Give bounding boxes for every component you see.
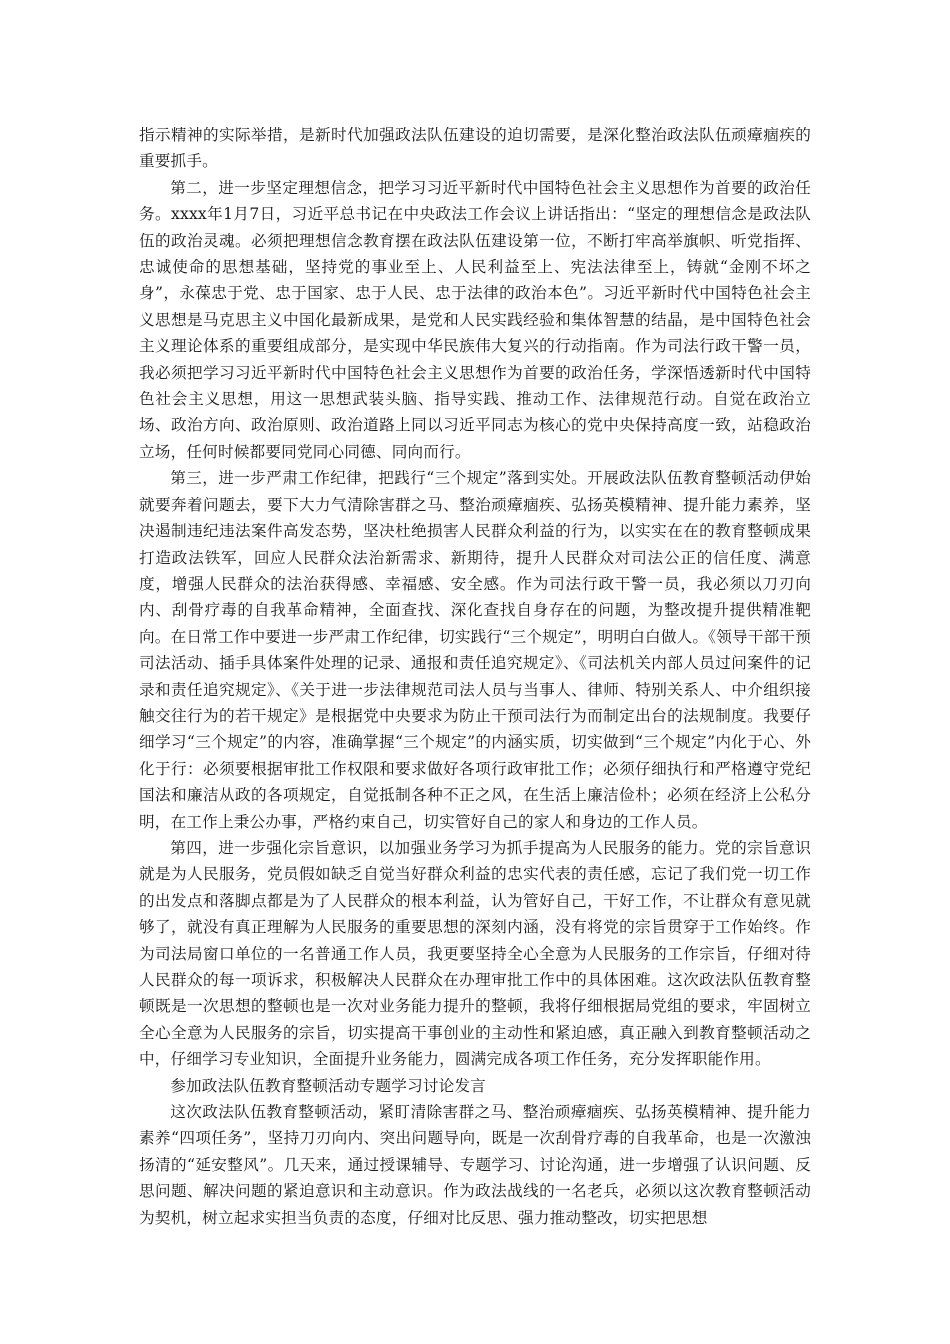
- paragraph-3: 第三，进一步严肃工作纪律，把践行“三个规定”落到实处。开展政法队伍教育整顿活动伊始就要奔着问题去，要下大力气清除害群之马、整治顽瘴痼疾、弘扬英模精神、提升能力素养，坚决遏制违纪违法案件高发态势，坚决杜绝损害人民群众利益的行为，以实实在在的教育整顿成果打造政法铁军，回应人民群众法治新需求、新期待，提升人民群众对司法公正的信任度、满意度，增强人民群众的法治获得感、幸福感、安全感。作为司法行政干警一员，我必须以刀刃向内、刮骨疗毒的自我革命精神，全面查找、深化查找自身存在的问题，为整改提升提供精准靶向。在日常工作中要进一步严肃工作纪律，切实践行“三个规定”，明明白白做人。《领导干部干预司法活动、插手具体案件处理的记录、通报和责任追究规定》、《司法机关内部人员过问案件的记录和责任追究规定》、《关于进一步法律规范司法人员与当事人、律师、特别关系人、中介组织接触交往行为的若干规定》是根据党中央要求为防止干预司法行为而制定出台的法规制度。我要仔细学习“三个规定”的内容，准确掌握“三个规定”的内涵实质，切实做到“三个规定”内化于心、外化于行：必须要根据审批工作权限和要求做好各项行政审批工作；必须仔细执行和严格遵守党纪国法和廉洁从政的各项规定，自觉抵制各种不正之风，在生活上廉洁俭朴；必须在经济上公私分明，在工作上秉公办事，严格约束自己，切实管好自己的家人和身边的工作人员。: [139, 469, 811, 831]
- paragraph-5: 这次政法队伍教育整顿活动，紧盯清除害群之马、整治顽瘴痼疾、弘扬英模精神、提升能力素养“四项任务”，坚持刀刃向内、突出问题导向，既是一次刮骨疗毒的自我革命，也是一次激浊扬清的“延安整风”。几天来，通过授课辅导、专题学习、讨论沟通，进一步增强了认识问题、反思问题、解决问题的紧迫意识和主动意识。作为政法战线的一名老兵，必须以这次教育整顿活动为契机，树立起求实担当负责的态度，仔细对比反思、强力推动整改，切实把思想: [139, 1103, 811, 1227]
- paragraph-4: 第四，进一步强化宗旨意识，以加强业务学习为抓手提高为人民服务的能力。党的宗旨意识就是为人民服务，党员假如缺乏自觉当好群众利益的忠实代表的责任感，忘记了我们党一切工作的出发点和落脚点都是为了人民群众的根本利益，认为管好自己，干好工作，不让群众有意见就够了，就没有真正理解为人民服务的重要思想的深刻内涵，没有将党的宗旨贯穿于工作始终。作为司法局窗口单位的一名普通工作人员，我更要坚持全心全意为人民服务的工作宗旨，仔细对待人民群众的每一项诉求，积极解决人民群众在办理审批工作中的具体困难。这次政法队伍教育整顿既是一次思想的整顿也是一次对业务能力提升的整顿，我将仔细根据局党组的要求，牢固树立全心全意为人民服务的宗旨，切实提高干事创业的主动性和紧迫感，真正融入到教育整顿活动之中，仔细学习专业知识，全面提升业务能力，圆满完成各项工作任务，充分发挥职能作用。: [139, 838, 811, 1069]
- document-body: [139, 122, 811, 1231]
- paragraph-2: 第二，进一步坚定理想信念，把学习习近平新时代中国特色社会主义思想作为首要的政治任务。xxxx年1月7日，习近平总书记在中央政法工作会议上讲话指出：“坚定的理想信念是政法队伍的政治灵魂。必须把理想信念教育摆在政法队伍建设第一位，不断打牢高举旗帜、听党指挥、忠诚使命的思想基础，坚持党的事业至上、人民利益至上、宪法法律至上，铸就“金刚不坏之身”，永葆忠于党、忠于国家、忠于人民、忠于法律的政治本色”。习近平新时代中国特色社会主义思想是马克思主义中国化最新成果，是党和人民实践经验和集体智慧的结晶，是中国特色社会主义理论体系的重要组成部分，是实现中华民族伟大复兴的行动指南。作为司法行政干警一员，我必须把学习习近平新时代中国特色社会主义思想作为首要的政治任务，学深悟透新时代中国特色社会主义思想，用这一思想武装头脑、指导实践、推动工作、法律规范行动。自觉在政治立场、政治方向、政治原则、政治道路上同以习近平同志为核心的党中央保持高度一致，站稳政治立场，任何时候都要同党同心同德、同向而行。: [139, 178, 811, 461]
- paragraph-1: 指示精神的实际举措，是新时代加强政法队伍建设的迫切需要，是深化整治政法队伍顽瘴痼疾的重要抓手。: [139, 126, 811, 171]
- section-heading: 参加政法队伍教育整顿活动专题学习讨论发言: [170, 1076, 487, 1095]
